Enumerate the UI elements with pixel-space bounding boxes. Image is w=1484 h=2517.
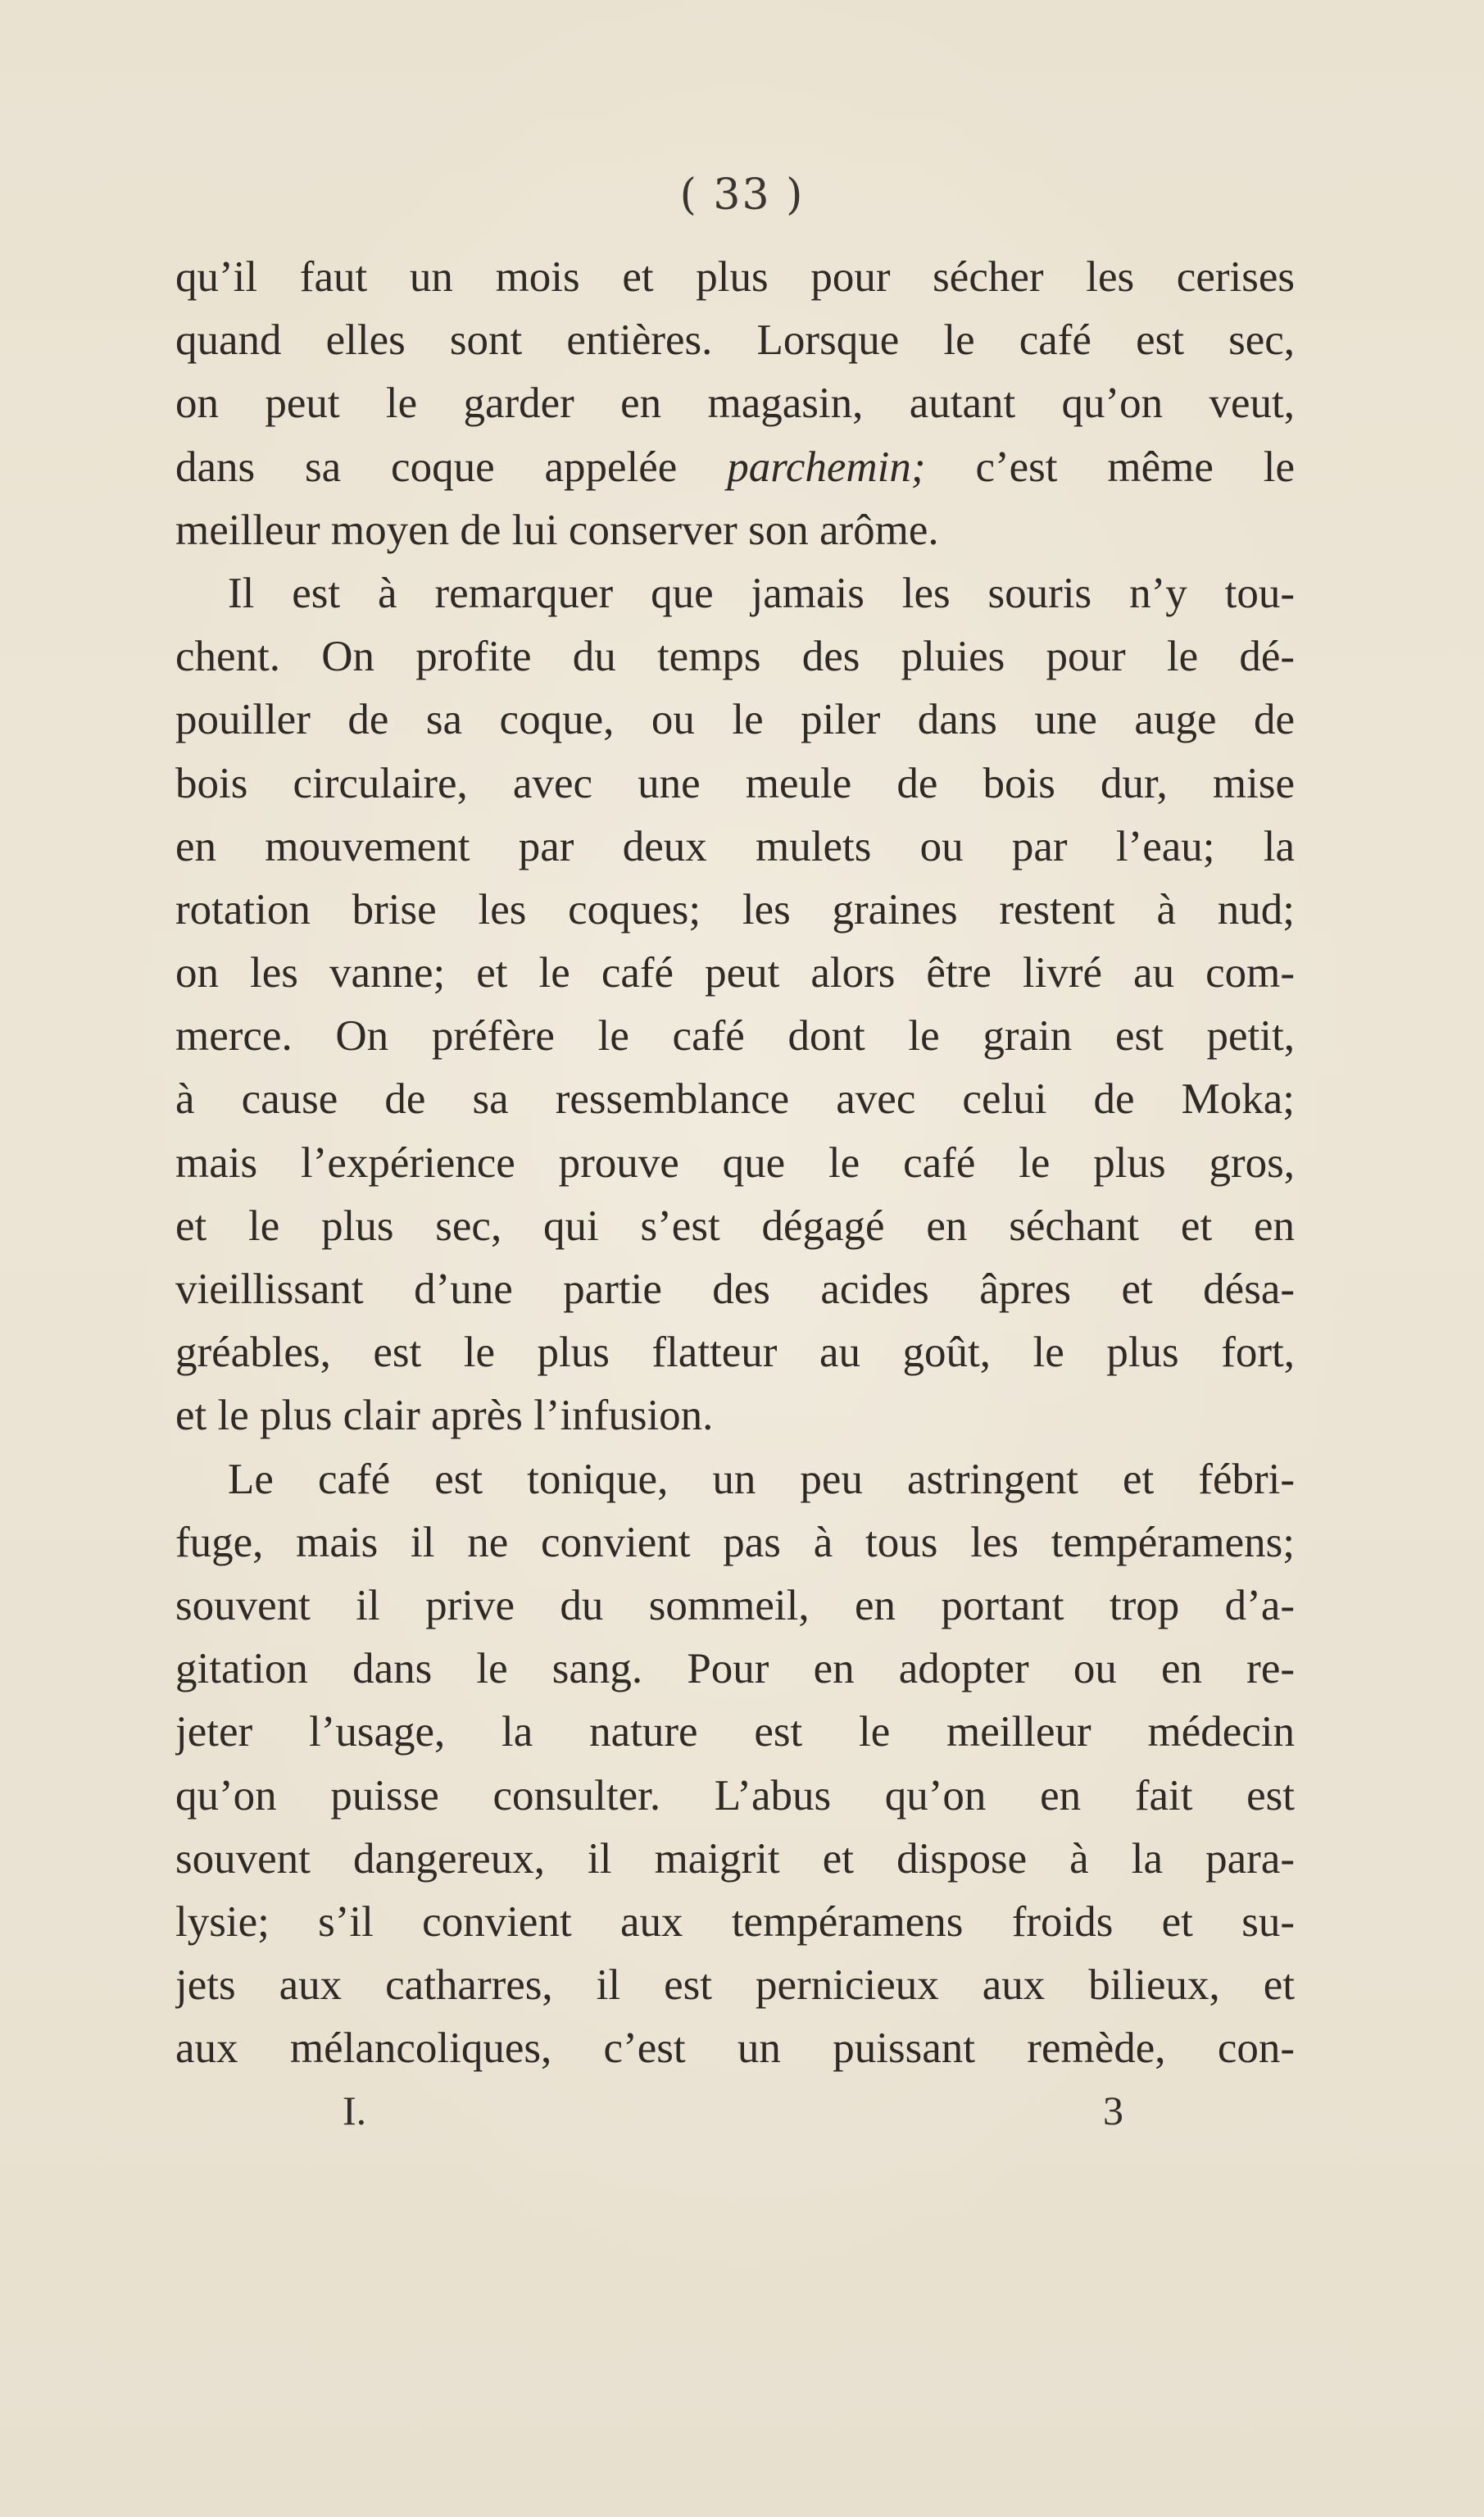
signature-number: 3: [1103, 2088, 1123, 2133]
text-line: et le plus clair après l’infusion.: [175, 1392, 714, 1440]
text-line: rotation brise les coques; les graines restent à nud;: [175, 885, 1295, 934]
page-number: ( 33 ): [679, 170, 805, 220]
text-line: qu’on puisse consulter. L’abus qu’on en fait est: [175, 1771, 1295, 1820]
text-line: bois circulaire, avec une meule de bois dur, mise: [175, 759, 1295, 807]
text-line: jets aux catharres, il est pernicieux aux bilieux, et: [175, 1961, 1295, 2010]
text-line: meilleur moyen de lui conserver son arôme.: [175, 506, 939, 554]
text-line: dans sa coque appelée parchemin; c’est même le: [175, 443, 1295, 491]
text-line: Le café est tonique, un peu astringent et fébri-: [228, 1455, 1295, 1503]
italic-term: parchemin;: [727, 443, 926, 491]
text-line: jeter l’usage, la nature est le meilleur médecin: [175, 1708, 1295, 1756]
text-line: lysie; s’il convient aux tempéramens froids et su-: [175, 1897, 1295, 1946]
text-line: vieillissant d’une partie des acides âpres et désa-: [175, 1265, 1295, 1313]
text-line: on les vanne; et le café peut alors être livré au com-: [175, 949, 1295, 997]
text-line: qu’il faut un mois et plus pour sécher les cerises: [175, 253, 1295, 301]
text-line: à cause de sa ressemblance avec celui de Moka;: [175, 1075, 1295, 1124]
text-line: merce. On préfère le café dont le grain est petit,: [175, 1012, 1295, 1061]
text-line: aux mélancoliques, c’est un puissant remède, con-: [175, 2024, 1295, 2073]
text-line: souvent il prive du sommeil, en portant trop d’a-: [175, 1581, 1295, 1629]
page-footer: [0, 2087, 1484, 2136]
text-line: chent. On profite du temps des pluies pour le dé-: [175, 633, 1295, 681]
body-text: [175, 246, 1295, 2080]
text-line: gitation dans le sang. Pour en adopter ou en re-: [175, 1645, 1295, 1693]
text-line: quand elles sont entières. Lorsque le café est sec,: [175, 316, 1295, 365]
text-line: souvent dangereux, il maigrit et dispose à la para-: [175, 1834, 1295, 1883]
text-line: en mouvement par deux mulets ou par l’eau; la: [175, 822, 1295, 870]
text-line: fuge, mais il ne convient pas à tous les tempéramens;: [175, 1518, 1295, 1566]
text-line: mais l’expérience prouve que le café le plus gros,: [175, 1138, 1295, 1187]
text-line: gréables, est le plus flatteur au goût, le plus fort,: [175, 1329, 1295, 1377]
text-line: on peut le garder en magasin, autant qu’on veut,: [175, 379, 1295, 428]
text-line: pouiller de sa coque, ou le piler dans une auge de: [175, 696, 1295, 744]
text-line: et le plus sec, qui s’est dégagé en séchant et en: [175, 1202, 1295, 1250]
text-line: Il est à remarquer que jamais les souris n’y tou-: [228, 569, 1295, 617]
signature-mark: I.: [343, 2088, 367, 2133]
